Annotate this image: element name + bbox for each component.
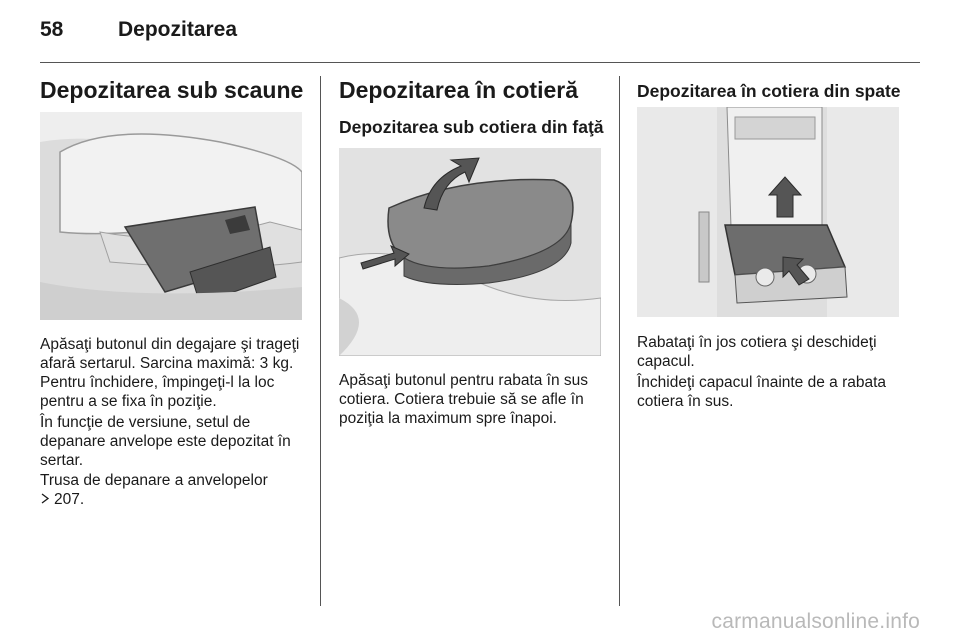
paragraph-2: În funcţie de versiune, setul de depanare anvelope este depozitat în sertar. (40, 414, 291, 469)
cross-reference-page[interactable]: 207. (54, 491, 85, 508)
cross-reference (40, 471, 310, 509)
subheading-front-armrest: Depozitarea sub cotiera din faţă (339, 117, 604, 137)
rear-armrest-illustration (637, 107, 899, 317)
column-under-seat (40, 76, 305, 104)
paragraph-4: Rabataţi în jos cotiera şi deschideţi capacul. (637, 334, 877, 370)
cross-reference-text: Trusa de depanare a anvelopelor (40, 472, 268, 489)
column-armrest (339, 76, 609, 138)
running-title: Depozitarea (118, 18, 238, 41)
under-seat-drawer-illustration (40, 112, 302, 320)
paragraph-3: Apăsaţi butonul pentru rabata în sus cotiera. Cotiera trebuie să se afle în poziţia la maximum spre înapoi. (339, 372, 589, 427)
watermark: carmanualsonline.info (711, 610, 920, 633)
column-rear-armrest (637, 76, 920, 102)
header-rule (40, 62, 920, 63)
page-header (40, 18, 920, 50)
paragraph-1: Apăsaţi butonul din degajare şi trageţi afară sertarul. Sarcina maximă: 3 kg. Pentru închidere, împingeţi-l la loc pentru a se fixa în poziţie. (40, 336, 300, 410)
front-armrest-illustration (339, 148, 601, 356)
paragraph-5: Închideţi capacul înainte de a rabata cotiera în sus. (637, 374, 887, 410)
page-number: 58 (40, 18, 64, 41)
reference-arrow-icon (40, 490, 51, 509)
column-divider-1 (320, 76, 321, 606)
column-divider-2 (619, 76, 620, 606)
section-heading-armrest: Depozitarea în cotieră (339, 77, 579, 103)
section-heading-under-seat: Depozitarea sub scaune (40, 77, 304, 103)
subheading-rear-armrest: Depozitarea în cotiera din spate (637, 81, 901, 101)
